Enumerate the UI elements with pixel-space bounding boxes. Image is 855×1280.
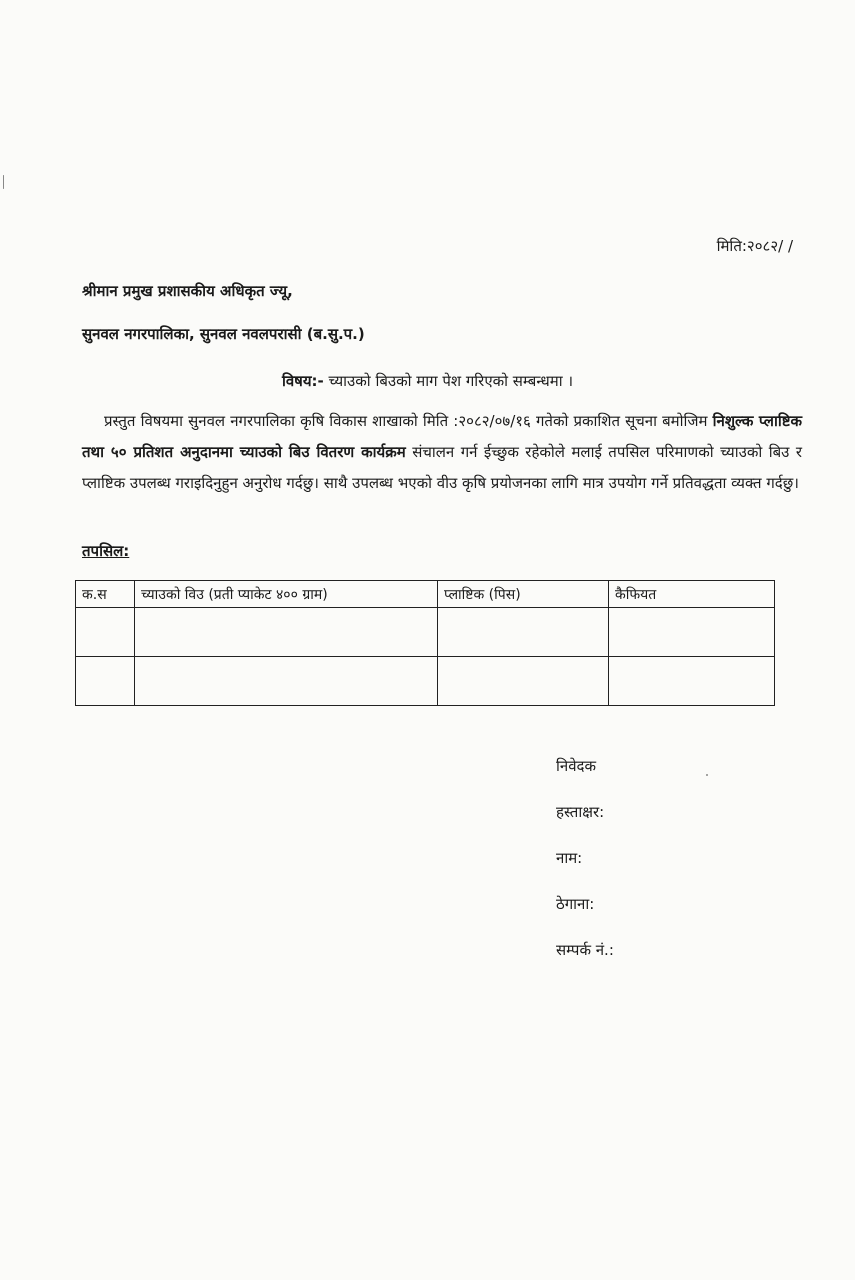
subject-text: च्याउको बिउको माग पेश गरिएको सम्बन्धमा । — [323, 372, 574, 390]
applicant-label: निवेदक — [556, 757, 597, 775]
date-line: मिति:२०८२/ / — [716, 237, 793, 255]
cell-plastic-quantity[interactable] — [438, 608, 609, 657]
table-row — [76, 608, 775, 657]
contact-field[interactable]: सम्पर्क नं.: — [556, 941, 614, 959]
table-row — [76, 657, 775, 706]
cell-seed-quantity[interactable] — [135, 657, 438, 706]
details-heading: तपसिल: — [82, 542, 130, 560]
addressee-title: श्रीमान प्रमुख प्रशासकीय अधिकृत ज्यू, — [82, 282, 293, 300]
scan-speck — [3, 175, 4, 189]
name-field[interactable]: नाम: — [556, 849, 583, 867]
details-table — [75, 580, 775, 706]
cell-remarks[interactable] — [609, 657, 775, 706]
subject-line — [0, 371, 855, 391]
header-plastic: प्लाष्टिक (पिस) — [438, 581, 609, 608]
cell-serial[interactable] — [76, 608, 135, 657]
cell-seed-quantity[interactable] — [135, 608, 438, 657]
header-serial: क.स — [76, 581, 135, 608]
address-field[interactable]: ठेगाना: — [556, 895, 595, 913]
header-remarks: कैफियत — [609, 581, 775, 608]
signature-field[interactable]: हस्ताक्षर: — [556, 803, 605, 821]
table-header-row — [76, 581, 775, 608]
cell-plastic-quantity[interactable] — [438, 657, 609, 706]
signature-block — [556, 756, 614, 986]
subject-label: विषय:- — [281, 372, 324, 390]
addressee-office: सुनवल नगरपालिका, सुनवल नवलपरासी (ब.सु.प.) — [82, 325, 365, 343]
scan-speck — [706, 774, 708, 776]
body-part-1: प्रस्तुत विषयमा सुनवल नगरपालिका कृषि विकास शाखाको मिति :२०८२/०७/१६ गतेको प्रकाशित सूचना बमोजिम — [104, 412, 713, 430]
body-part-2: संचालन गर्न ईच्छुक रहेकोले मलाई तपसिल परिमाणको च्याउको बिउ र प्लाष्टिक उपलब्ध गराइदिनुहुन अनुरोध गर्दछु। साथै उपलब्ध भएको वीउ कृषि प्रयोजनका लागि मात्र उपयोग गर्ने प्रतिवद्धता व्यक्त गर्दछु। — [82, 443, 802, 492]
header-mushroom-seed: च्याउको विउ (प्रती प्याकेट ४०० ग्राम) — [135, 581, 438, 608]
cell-serial[interactable] — [76, 657, 135, 706]
cell-remarks[interactable] — [609, 608, 775, 657]
body-program-name: निशुल्क प्लाष्टिक तथा ५० प्रतिशत अनुदानमा च्याउको बिउ वितरण कार्यक्रम — [82, 412, 803, 461]
body-paragraph — [82, 406, 802, 499]
